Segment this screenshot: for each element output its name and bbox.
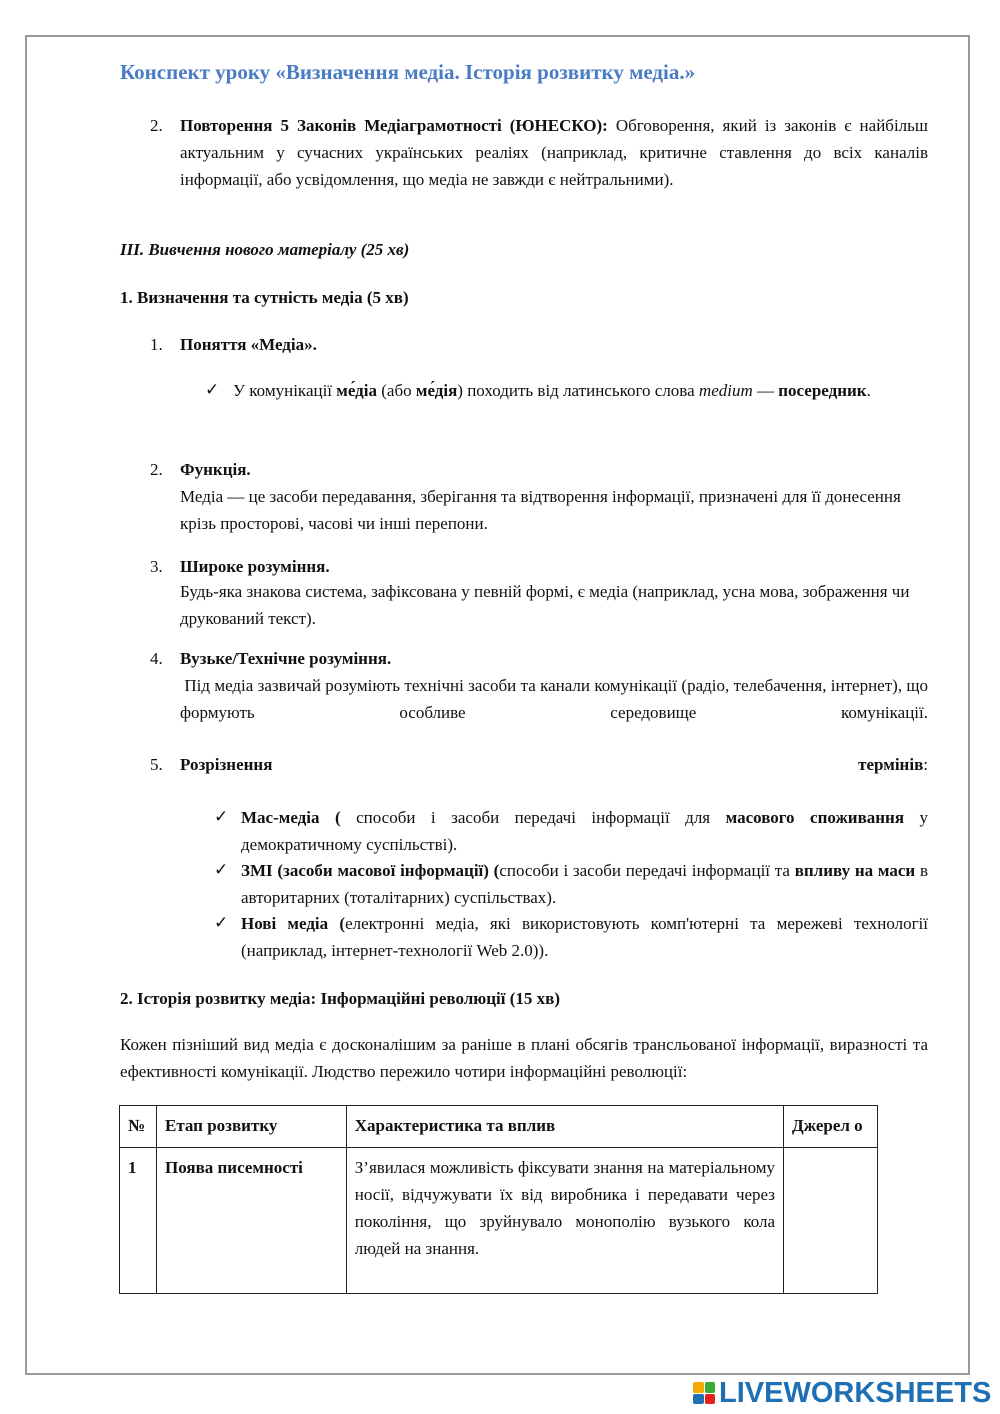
intro-paragraph: Кожен пізніший вид медіа є досконалішим за раніше в плані обсягів трансльованої інформації, виразності та ефективності комунікації. Людство пережило чотири інформаційні революції:	[120, 1035, 928, 1081]
term-medium: medium	[698, 381, 753, 400]
logo-square	[705, 1394, 716, 1405]
point-2-text: Медіа — це засоби передавання, зберігання та відтворення інформації, призначені для її донесення крізь просторові, часові чи інші перепони.	[180, 487, 901, 533]
term-new-media	[241, 910, 928, 964]
text-fragment: способи і засоби передачі інформації та	[499, 861, 795, 880]
check-icon: ✓	[214, 807, 229, 827]
subsection-2-heading: 2. Історія розвитку медіа: Інформаційні революції (15 хв)	[120, 989, 560, 1008]
col-source: Джерел о	[784, 1106, 878, 1148]
point-2-number: 2.	[150, 460, 163, 479]
point-4-title: Вузьке/Технічне розуміння.	[180, 649, 392, 668]
text-fragment: У комунікації	[233, 381, 337, 400]
item-2-bold: Повторення 5 Законів Медіаграмотності (ЮНЕСКО):	[180, 116, 608, 135]
text-fragment: ) походить від латинського слова	[457, 381, 699, 400]
term-zmi	[241, 857, 928, 911]
item-2-text	[180, 112, 928, 193]
revolutions-table	[119, 1105, 878, 1294]
term-label: Мас-медіа (	[241, 808, 341, 827]
logo-square	[705, 1382, 716, 1393]
term-emphasis: масового споживання	[725, 808, 905, 827]
text-fragment: (або	[377, 381, 416, 400]
point-4-text: Під медіа зазвичай розуміють технічні засоби та канали комунікації (радіо, телебачення, інтернет), що формують особливе середовище комунікації.	[180, 676, 933, 722]
liveworksheets-icon	[693, 1382, 715, 1404]
table-row	[120, 1148, 878, 1294]
col-description: Характеристика та вплив	[346, 1106, 783, 1148]
term-emphasis: впливу на маси	[794, 861, 916, 880]
term-label: ЗМІ (засоби масової інформації) (	[241, 861, 500, 880]
subsection-1-heading: 1. Визначення та сутність медіа (5 хв)	[120, 288, 409, 307]
section-3-heading: ІІІ. Вивчення нового матеріалу (25 хв)	[120, 240, 410, 259]
term-label: Нові медіа (	[241, 914, 346, 933]
point-5-title: Розрізнення	[180, 755, 273, 774]
term-media-alt: ме́дія	[415, 381, 458, 400]
check-icon: ✓	[214, 860, 229, 880]
term-media: ме́діа	[336, 381, 378, 400]
text-fragment: —	[752, 381, 774, 400]
row-source-input[interactable]	[784, 1148, 878, 1294]
colon: :	[923, 755, 928, 774]
document-title: Конспект уроку «Визначення медіа. Історія розвитку медіа.»	[120, 60, 696, 84]
col-number: №	[120, 1106, 157, 1148]
text-fragment: способи і засоби передачі інформації для	[340, 808, 726, 827]
point-4-number: 4.	[150, 649, 163, 668]
item-2-number: 2.	[150, 116, 163, 135]
text-fragment: в авторитарних (тоталітарних) суспільствах).	[241, 861, 928, 907]
point-5-number: 5.	[150, 755, 163, 774]
logo-square	[693, 1394, 704, 1405]
table-header-row	[120, 1106, 878, 1148]
point-3-title: Широке розуміння.	[180, 557, 330, 576]
text-fragment: електронні медіа, які використовують комп'ютерні та мережеві технології (наприклад, інтернет-технології Web 2.0)).	[241, 914, 929, 960]
terms-word: термінів	[858, 755, 924, 774]
point-1-title: Поняття «Медіа».	[180, 335, 317, 354]
check-icon: ✓	[214, 913, 229, 933]
item-2-body: Обговорення, який із законів є найбільш актуальним у сучасних українських реаліях (наприклад, критичне ставлення до всіх каналів інформації, або усвідомлення, що медіа не завжди є нейтральними).	[180, 116, 928, 189]
point-5-title-end	[810, 751, 928, 778]
col-stage: Етап розвитку	[156, 1106, 346, 1148]
liveworksheets-text: LIVEWORKSHEETS	[719, 1376, 992, 1409]
row-stage: Поява писемності	[156, 1148, 346, 1294]
point-2-title: Функція.	[180, 460, 251, 479]
medium-definition	[233, 377, 928, 404]
logo-square	[693, 1382, 704, 1393]
liveworksheets-logo	[693, 1378, 991, 1408]
text-fragment: .	[866, 381, 871, 400]
row-description: З’явилася можливість фіксувати знання на матеріальному носії, відчужувати їх від виробника і передавати через покоління, що зруйнувало монополію вузького кола людей на знання.	[346, 1148, 783, 1294]
row-number: 1	[120, 1148, 157, 1294]
text-fragment: у демократичному суспільстві).	[241, 808, 929, 854]
point-3-number: 3.	[150, 557, 163, 576]
point-3-text: Будь-яка знакова система, зафіксована у певній формі, є медіа (наприклад, усна мова, зображення чи друкований текст).	[180, 582, 910, 628]
check-icon: ✓	[205, 380, 220, 400]
term-intermediary: посередник	[778, 381, 867, 400]
point-1-number: 1.	[150, 335, 163, 354]
term-mass-media	[241, 804, 928, 858]
